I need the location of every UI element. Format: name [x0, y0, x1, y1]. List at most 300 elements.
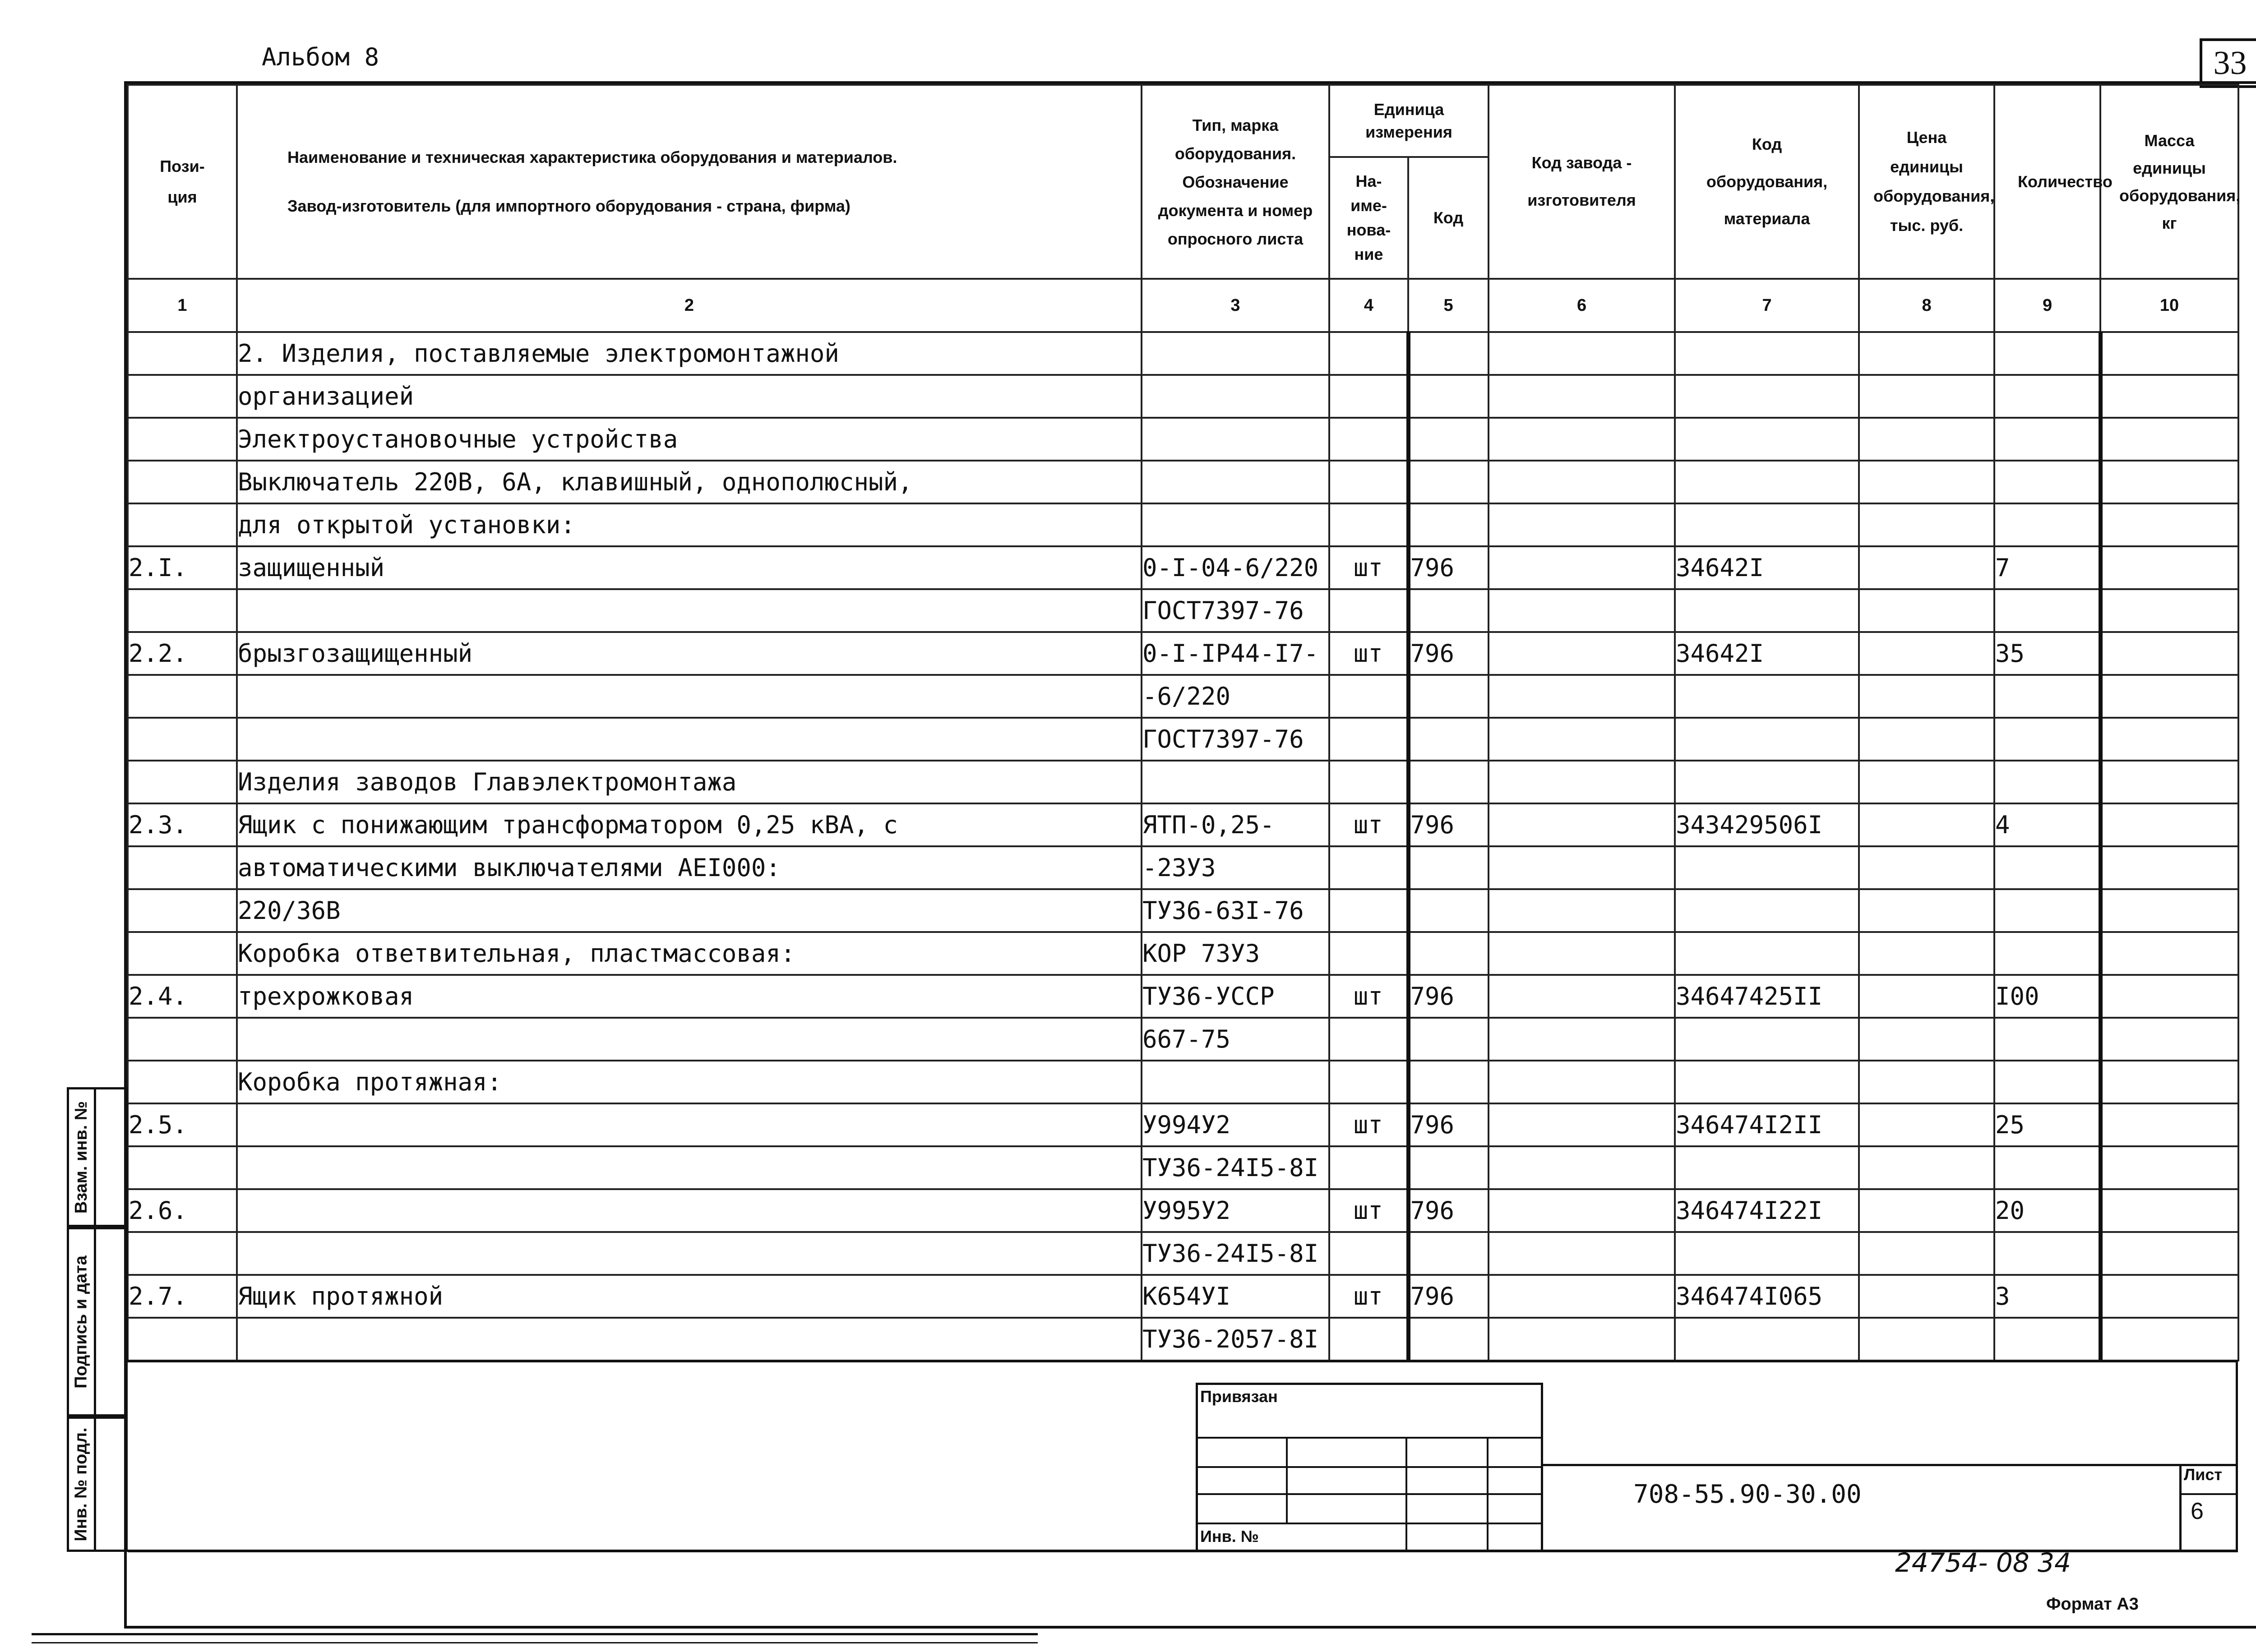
mass-cell: [2100, 1232, 2238, 1275]
price-cell: [1859, 1061, 1994, 1103]
price-cell: [1859, 975, 1994, 1018]
unit-name-cell: [1329, 889, 1408, 932]
type-cell: КОР 73У3: [1142, 932, 1329, 975]
tb-line: [1196, 1523, 1543, 1524]
unit-code-cell: [1408, 332, 1489, 375]
mass-cell: [2100, 632, 2238, 675]
type-cell: У995У2: [1142, 1189, 1329, 1232]
equip-code-cell: [1675, 932, 1859, 975]
equip-code-cell: [1675, 846, 1859, 889]
header-unit-name: На-име-нова-ние: [1329, 157, 1408, 279]
table-row: [128, 889, 2238, 932]
name-cell: [237, 1232, 1142, 1275]
pos-cell: [128, 846, 237, 889]
mass-cell: [2100, 332, 2238, 375]
column-number: 7: [1675, 279, 1859, 332]
qty-cell: 3: [1994, 1275, 2100, 1318]
name-cell: [237, 1318, 1142, 1361]
pos-cell: [128, 332, 237, 375]
unit-name-cell: [1329, 461, 1408, 503]
unit-name-cell: [1329, 1018, 1408, 1061]
factory-code-cell: [1489, 675, 1675, 718]
type-cell: ТУ36-2057-8I: [1142, 1318, 1329, 1361]
side-stamp-label: Подпись и дата: [72, 1255, 91, 1389]
table-row: [128, 932, 2238, 975]
mass-cell: [2100, 1103, 2238, 1146]
unit-code-cell: [1408, 503, 1489, 546]
qty-cell: [1994, 375, 2100, 418]
unit-name-cell: шт: [1329, 803, 1408, 846]
pos-cell: [128, 889, 237, 932]
name-cell: Коробка протяжная:: [237, 1061, 1142, 1103]
factory-code-cell: [1489, 1061, 1675, 1103]
equip-code-cell: [1675, 675, 1859, 718]
equip-code-cell: [1675, 1061, 1859, 1103]
mass-cell: [2100, 1146, 2238, 1189]
price-cell: [1859, 418, 1994, 461]
table-row: [128, 546, 2238, 589]
mass-cell: [2100, 1318, 2238, 1361]
specification-table: [127, 84, 2239, 1361]
sheet-value: 6: [2191, 1498, 2204, 1524]
pos-cell: [128, 1232, 237, 1275]
mass-cell: [2100, 546, 2238, 589]
unit-code-cell: [1408, 1146, 1489, 1189]
table-row: [128, 1146, 2238, 1189]
unit-name-cell: шт: [1329, 975, 1408, 1018]
mass-cell: [2100, 975, 2238, 1018]
unit-name-cell: [1329, 675, 1408, 718]
header-name: [237, 85, 1142, 279]
table-row: [128, 632, 2238, 675]
header-qty: Количество: [1994, 85, 2100, 279]
factory-code-cell: [1489, 1189, 1675, 1232]
mass-cell: [2100, 375, 2238, 418]
type-cell: -23У3: [1142, 846, 1329, 889]
pos-cell: [128, 675, 237, 718]
column-number: 1: [128, 279, 237, 332]
header-name-line2: Завод-изготовитель (для импортного оборудования - страна, фирма): [287, 197, 851, 215]
side-stamp-replace: [67, 1087, 128, 1227]
table-row: [128, 1189, 2238, 1232]
name-cell: Электроустановочные устройства: [237, 418, 1142, 461]
pos-cell: 2.5.: [128, 1103, 237, 1146]
qty-cell: [1994, 761, 2100, 803]
equip-code-cell: 346474I065: [1675, 1275, 1859, 1318]
factory-code-cell: [1489, 718, 1675, 761]
factory-code-cell: [1489, 1103, 1675, 1146]
mass-cell: [2100, 675, 2238, 718]
mass-cell: [2100, 1018, 2238, 1061]
equip-code-cell: [1675, 461, 1859, 503]
pos-cell: [128, 718, 237, 761]
mass-cell: [2100, 1275, 2238, 1318]
header-unit: Единица измерения: [1329, 85, 1489, 157]
page-number: 33: [2200, 38, 2256, 88]
mass-cell: [2100, 718, 2238, 761]
table-row: [128, 1061, 2238, 1103]
unit-code-cell: [1408, 1232, 1489, 1275]
equip-code-cell: [1675, 332, 1859, 375]
factory-code-cell: [1489, 803, 1675, 846]
unit-code-cell: [1408, 589, 1489, 632]
unit-name-cell: [1329, 589, 1408, 632]
column-number-row: [128, 279, 2238, 332]
header-name-line1: Наименование и техническая характеристика оборудования и материалов.: [287, 148, 897, 166]
equip-code-cell: 343429506I: [1675, 803, 1859, 846]
type-cell: К654УI: [1142, 1275, 1329, 1318]
equip-code-cell: 34642I: [1675, 632, 1859, 675]
pos-cell: 2.4.: [128, 975, 237, 1018]
tb-line: [1541, 1464, 2238, 1466]
unit-name-cell: [1329, 718, 1408, 761]
unit-code-cell: 796: [1408, 1275, 1489, 1318]
qty-cell: [1994, 1018, 2100, 1061]
table-row: [128, 461, 2238, 503]
equip-code-cell: 34647425II: [1675, 975, 1859, 1018]
unit-code-cell: [1408, 461, 1489, 503]
qty-cell: 4: [1994, 803, 2100, 846]
mass-cell: [2100, 461, 2238, 503]
factory-code-cell: [1489, 503, 1675, 546]
unit-name-cell: шт: [1329, 632, 1408, 675]
unit-code-cell: [1408, 718, 1489, 761]
unit-code-cell: 796: [1408, 632, 1489, 675]
unit-code-cell: [1408, 1018, 1489, 1061]
factory-code-cell: [1489, 461, 1675, 503]
unit-name-cell: шт: [1329, 1103, 1408, 1146]
tb-line: [1196, 1437, 1543, 1439]
type-cell: 0-I-04-6/220: [1142, 546, 1329, 589]
column-number: 8: [1859, 279, 1994, 332]
qty-cell: [1994, 503, 2100, 546]
type-cell: [1142, 503, 1329, 546]
factory-code-cell: [1489, 332, 1675, 375]
qty-cell: I00: [1994, 975, 2100, 1018]
type-cell: ТУ36-24I5-8I: [1142, 1232, 1329, 1275]
equip-code-cell: [1675, 1018, 1859, 1061]
header-mass: Масса единицы оборудования, кг: [2100, 85, 2238, 279]
type-cell: [1142, 375, 1329, 418]
table-row: [128, 589, 2238, 632]
price-cell: [1859, 1189, 1994, 1232]
unit-code-cell: [1408, 846, 1489, 889]
table-row: [128, 1318, 2238, 1361]
price-cell: [1859, 761, 1994, 803]
table-row: [128, 1103, 2238, 1146]
pos-cell: [128, 1146, 237, 1189]
inv-no-label: Инв. №: [1200, 1527, 1259, 1546]
unit-name-cell: [1329, 1232, 1408, 1275]
type-cell: ЯТП-0,25-: [1142, 803, 1329, 846]
table-row: [128, 761, 2238, 803]
side-stamp-label: Взам. инв. №: [72, 1101, 91, 1214]
pos-cell: 2.2.: [128, 632, 237, 675]
mass-cell: [2100, 1189, 2238, 1232]
unit-name-cell: [1329, 332, 1408, 375]
name-cell: [237, 1018, 1142, 1061]
mass-cell: [2100, 932, 2238, 975]
tb-line: [1196, 1466, 1543, 1468]
price-cell: [1859, 546, 1994, 589]
price-cell: [1859, 1103, 1994, 1146]
unit-code-cell: [1408, 889, 1489, 932]
unit-name-cell: [1329, 418, 1408, 461]
factory-code-cell: [1489, 889, 1675, 932]
column-number: 9: [1994, 279, 2100, 332]
factory-code-cell: [1489, 632, 1675, 675]
header-type: Тип, марка оборудования. Обозначение документа и номер опросного листа: [1142, 85, 1329, 279]
sheet-label: Лист: [2184, 1465, 2223, 1484]
equip-code-cell: [1675, 503, 1859, 546]
price-cell: [1859, 589, 1994, 632]
tb-line: [2179, 1493, 2238, 1495]
unit-code-cell: [1408, 418, 1489, 461]
column-number: 6: [1489, 279, 1675, 332]
qty-cell: [1994, 1318, 2100, 1361]
pos-cell: [128, 375, 237, 418]
equip-code-cell: [1675, 889, 1859, 932]
mass-cell: [2100, 889, 2238, 932]
name-cell: организацией: [237, 375, 1142, 418]
unit-code-cell: 796: [1408, 803, 1489, 846]
price-cell: [1859, 1018, 1994, 1061]
factory-code-cell: [1489, 1275, 1675, 1318]
mass-cell: [2100, 846, 2238, 889]
privyazan-label: Привязан: [1200, 1387, 1278, 1406]
tb-line: [1196, 1383, 1543, 1385]
bottom-rule: [32, 1633, 1038, 1635]
equip-code-cell: [1675, 761, 1859, 803]
factory-code-cell: [1489, 589, 1675, 632]
price-cell: [1859, 846, 1994, 889]
pos-cell: [128, 932, 237, 975]
side-stamp-original: [67, 1417, 128, 1552]
mass-cell: [2100, 503, 2238, 546]
name-cell: Ящик протяжной: [237, 1275, 1142, 1318]
header-row-1: [128, 85, 2238, 157]
qty-cell: 20: [1994, 1189, 2100, 1232]
type-cell: [1142, 418, 1329, 461]
qty-cell: [1994, 1146, 2100, 1189]
side-stamp-signature: [67, 1227, 128, 1417]
column-number: 4: [1329, 279, 1408, 332]
equip-code-cell: [1675, 718, 1859, 761]
header-price: Цена единицы оборудования, тыс. руб.: [1859, 85, 1994, 279]
column-number: 10: [2100, 279, 2238, 332]
unit-name-cell: шт: [1329, 1189, 1408, 1232]
price-cell: [1859, 332, 1994, 375]
tb-line: [2179, 1464, 2182, 1552]
price-cell: [1859, 461, 1994, 503]
column-number: 3: [1142, 279, 1329, 332]
unit-code-cell: [1408, 932, 1489, 975]
album-label: Альбом 8: [262, 43, 379, 71]
pos-cell: 2.I.: [128, 546, 237, 589]
unit-code-cell: 796: [1408, 1103, 1489, 1146]
unit-name-cell: [1329, 932, 1408, 975]
table-row: [128, 375, 2238, 418]
column-number: 2: [237, 279, 1142, 332]
name-cell: защищенный: [237, 546, 1142, 589]
price-cell: [1859, 1232, 1994, 1275]
factory-code-cell: [1489, 418, 1675, 461]
tb-line: [128, 1360, 2237, 1362]
qty-cell: [1994, 418, 2100, 461]
equip-code-cell: 346474I2II: [1675, 1103, 1859, 1146]
type-cell: ГОСТ7397-76: [1142, 589, 1329, 632]
name-cell: для открытой установки:: [237, 503, 1142, 546]
qty-cell: 7: [1994, 546, 2100, 589]
qty-cell: [1994, 846, 2100, 889]
pos-cell: [128, 589, 237, 632]
mass-cell: [2100, 1061, 2238, 1103]
price-cell: [1859, 889, 1994, 932]
equip-code-cell: [1675, 589, 1859, 632]
document-number: 708-55.90-30.00: [1633, 1480, 1862, 1509]
price-cell: [1859, 632, 1994, 675]
header-factory-code: Код завода - изготовителя: [1489, 85, 1675, 279]
qty-cell: [1994, 1232, 2100, 1275]
mass-cell: [2100, 803, 2238, 846]
factory-code-cell: [1489, 975, 1675, 1018]
type-cell: [1142, 761, 1329, 803]
table-row: [128, 718, 2238, 761]
name-cell: [237, 718, 1142, 761]
name-cell: Изделия заводов Главэлектромонтажа: [237, 761, 1142, 803]
price-cell: [1859, 1146, 1994, 1189]
table-row: [128, 975, 2238, 1018]
type-cell: ТУ36-УССР: [1142, 975, 1329, 1018]
factory-code-cell: [1489, 375, 1675, 418]
name-cell: [237, 589, 1142, 632]
unit-code-cell: [1408, 375, 1489, 418]
qty-cell: [1994, 1061, 2100, 1103]
equip-code-cell: 346474I22I: [1675, 1189, 1859, 1232]
name-cell: Ящик с понижающим трансформатором 0,25 кВА, с: [237, 803, 1142, 846]
unit-name-cell: [1329, 1061, 1408, 1103]
unit-code-cell: 796: [1408, 975, 1489, 1018]
mass-cell: [2100, 761, 2238, 803]
name-cell: [237, 1103, 1142, 1146]
unit-name-cell: [1329, 1318, 1408, 1361]
qty-cell: [1994, 718, 2100, 761]
price-cell: [1859, 932, 1994, 975]
format-label: Формат А3: [2046, 1595, 2139, 1614]
unit-name-cell: [1329, 503, 1408, 546]
type-cell: 0-I-IP44-I7-: [1142, 632, 1329, 675]
type-cell: -6/220: [1142, 675, 1329, 718]
name-cell: Коробка ответвительная, пластмассовая:: [237, 932, 1142, 975]
unit-code-cell: [1408, 1061, 1489, 1103]
table-row: [128, 1232, 2238, 1275]
factory-code-cell: [1489, 1232, 1675, 1275]
unit-code-cell: [1408, 675, 1489, 718]
table-row: [128, 332, 2238, 375]
equip-code-cell: [1675, 418, 1859, 461]
pos-cell: [128, 1061, 237, 1103]
pos-cell: 2.3.: [128, 803, 237, 846]
table-row: [128, 418, 2238, 461]
factory-code-cell: [1489, 1146, 1675, 1189]
pos-cell: [128, 418, 237, 461]
pos-cell: 2.6.: [128, 1189, 237, 1232]
type-cell: 667-75: [1142, 1018, 1329, 1061]
factory-code-cell: [1489, 761, 1675, 803]
qty-cell: 25: [1994, 1103, 2100, 1146]
qty-cell: 35: [1994, 632, 2100, 675]
side-stamp-label: Инв. № подл.: [72, 1427, 91, 1541]
pos-cell: 2.7.: [128, 1275, 237, 1318]
equip-code-cell: [1675, 1146, 1859, 1189]
price-cell: [1859, 1318, 1994, 1361]
type-cell: [1142, 1061, 1329, 1103]
column-number: 5: [1408, 279, 1489, 332]
pos-cell: [128, 761, 237, 803]
unit-name-cell: [1329, 1146, 1408, 1189]
pos-cell: [128, 1318, 237, 1361]
factory-code-cell: [1489, 546, 1675, 589]
type-cell: [1142, 332, 1329, 375]
qty-cell: [1994, 332, 2100, 375]
unit-name-cell: шт: [1329, 1275, 1408, 1318]
type-cell: У994У2: [1142, 1103, 1329, 1146]
pos-cell: [128, 1018, 237, 1061]
tb-line: [2236, 1360, 2238, 1552]
unit-name-cell: [1329, 375, 1408, 418]
unit-code-cell: [1408, 761, 1489, 803]
equip-code-cell: 34642I: [1675, 546, 1859, 589]
mass-cell: [2100, 418, 2238, 461]
header-unit-code: Код: [1408, 157, 1489, 279]
unit-name-cell: шт: [1329, 546, 1408, 589]
qty-cell: [1994, 461, 2100, 503]
table-row: [128, 503, 2238, 546]
name-cell: Выключатель 220В, 6А, клавишный, однополюсный,: [237, 461, 1142, 503]
table-row: [128, 846, 2238, 889]
name-cell: [237, 675, 1142, 718]
equip-code-cell: [1675, 375, 1859, 418]
tb-line: [1487, 1437, 1489, 1552]
handwritten-note: 24754- 08 34: [1895, 1547, 2071, 1578]
type-cell: ТУ36-24I5-8I: [1142, 1146, 1329, 1189]
factory-code-cell: [1489, 1018, 1675, 1061]
qty-cell: [1994, 889, 2100, 932]
table-row: [128, 1275, 2238, 1318]
qty-cell: [1994, 675, 2100, 718]
price-cell: [1859, 503, 1994, 546]
unit-code-cell: 796: [1408, 546, 1489, 589]
table-row: [128, 1018, 2238, 1061]
name-cell: 220/36В: [237, 889, 1142, 932]
price-cell: [1859, 675, 1994, 718]
pos-cell: [128, 461, 237, 503]
tb-line: [1286, 1437, 1288, 1523]
name-cell: автоматическими выключателями AEI000:: [237, 846, 1142, 889]
name-cell: [237, 1189, 1142, 1232]
header-pos: Пози- ция: [128, 85, 237, 279]
qty-cell: [1994, 589, 2100, 632]
unit-code-cell: 796: [1408, 1189, 1489, 1232]
name-cell: брызгозащищенный: [237, 632, 1142, 675]
mass-cell: [2100, 589, 2238, 632]
type-cell: ГОСТ7397-76: [1142, 718, 1329, 761]
factory-code-cell: [1489, 846, 1675, 889]
tb-line: [1196, 1493, 1543, 1495]
unit-code-cell: [1408, 1318, 1489, 1361]
bottom-rule: [32, 1642, 1038, 1643]
qty-cell: [1994, 932, 2100, 975]
